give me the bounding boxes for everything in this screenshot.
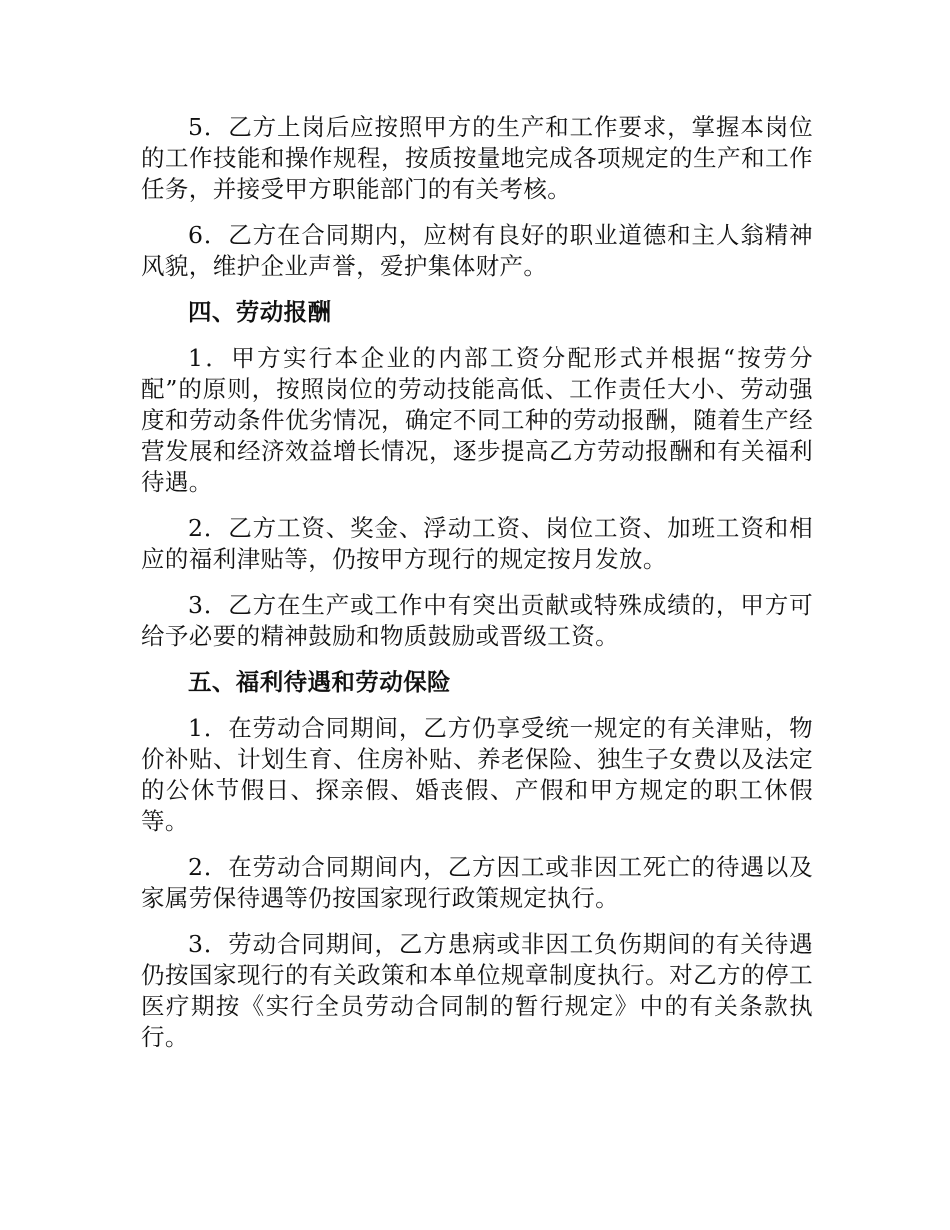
clause-4-1: 1．甲方实行本企业的内部工资分配形式并根据“按劳分配”的原则，按照岗位的劳动技能高低、工作责任大小、劳动强度和劳动条件优劣情况，确定不同工种的劳动报酬，随着生产经营发展和经济效益增长情况，逐步提高乙方劳动报酬和有关福利待遇。 — [141, 344, 813, 496]
clause-3-6: 6．乙方在合同期内，应树有良好的职业道德和主人翁精神风貌，维护企业声誉，爱护集体财产。 — [141, 221, 813, 280]
document-page — [141, 112, 813, 1068]
section-4-heading: 四、劳动报酬 — [188, 298, 332, 326]
clause-4-2: 2．乙方工资、奖金、浮动工资、岗位工资、加班工资和相应的福利津贴等，仍按甲方现行的规定按月发放。 — [141, 514, 813, 573]
section-5-heading: 五、福利待遇和劳动保险 — [188, 668, 451, 696]
clause-3-5: 5．乙方上岗后应按照甲方的生产和工作要求，掌握本岗位的工作技能和操作规程，按质按量地完成各项规定的生产和工作任务，并接受甲方职能部门的有关考核。 — [141, 113, 813, 203]
clause-5-1: 1．在劳动合同期间，乙方仍享受统一规定的有关津贴，物价补贴、计划生育、住房补贴、养老保险、独生子女费以及法定的公休节假日、探亲假、婚丧假、产假和甲方规定的职工休假等。 — [141, 714, 813, 835]
clause-5-2: 2．在劳动合同期间内，乙方因工或非因工死亡的待遇以及家属劳保待遇等仍按国家现行政策规定执行。 — [141, 853, 813, 912]
clause-5-3: 3．劳动合同期间，乙方患病或非因工负伤期间的有关待遇仍按国家现行的有关政策和本单位规章制度执行。对乙方的停工医疗期按《实行全员劳动合同制的暂行规定》中的有关条款执行。 — [141, 930, 813, 1051]
clause-4-3: 3．乙方在生产或工作中有突出贡献或特殊成绩的，甲方可给予必要的精神鼓励和物质鼓励或晋级工资。 — [141, 591, 813, 650]
